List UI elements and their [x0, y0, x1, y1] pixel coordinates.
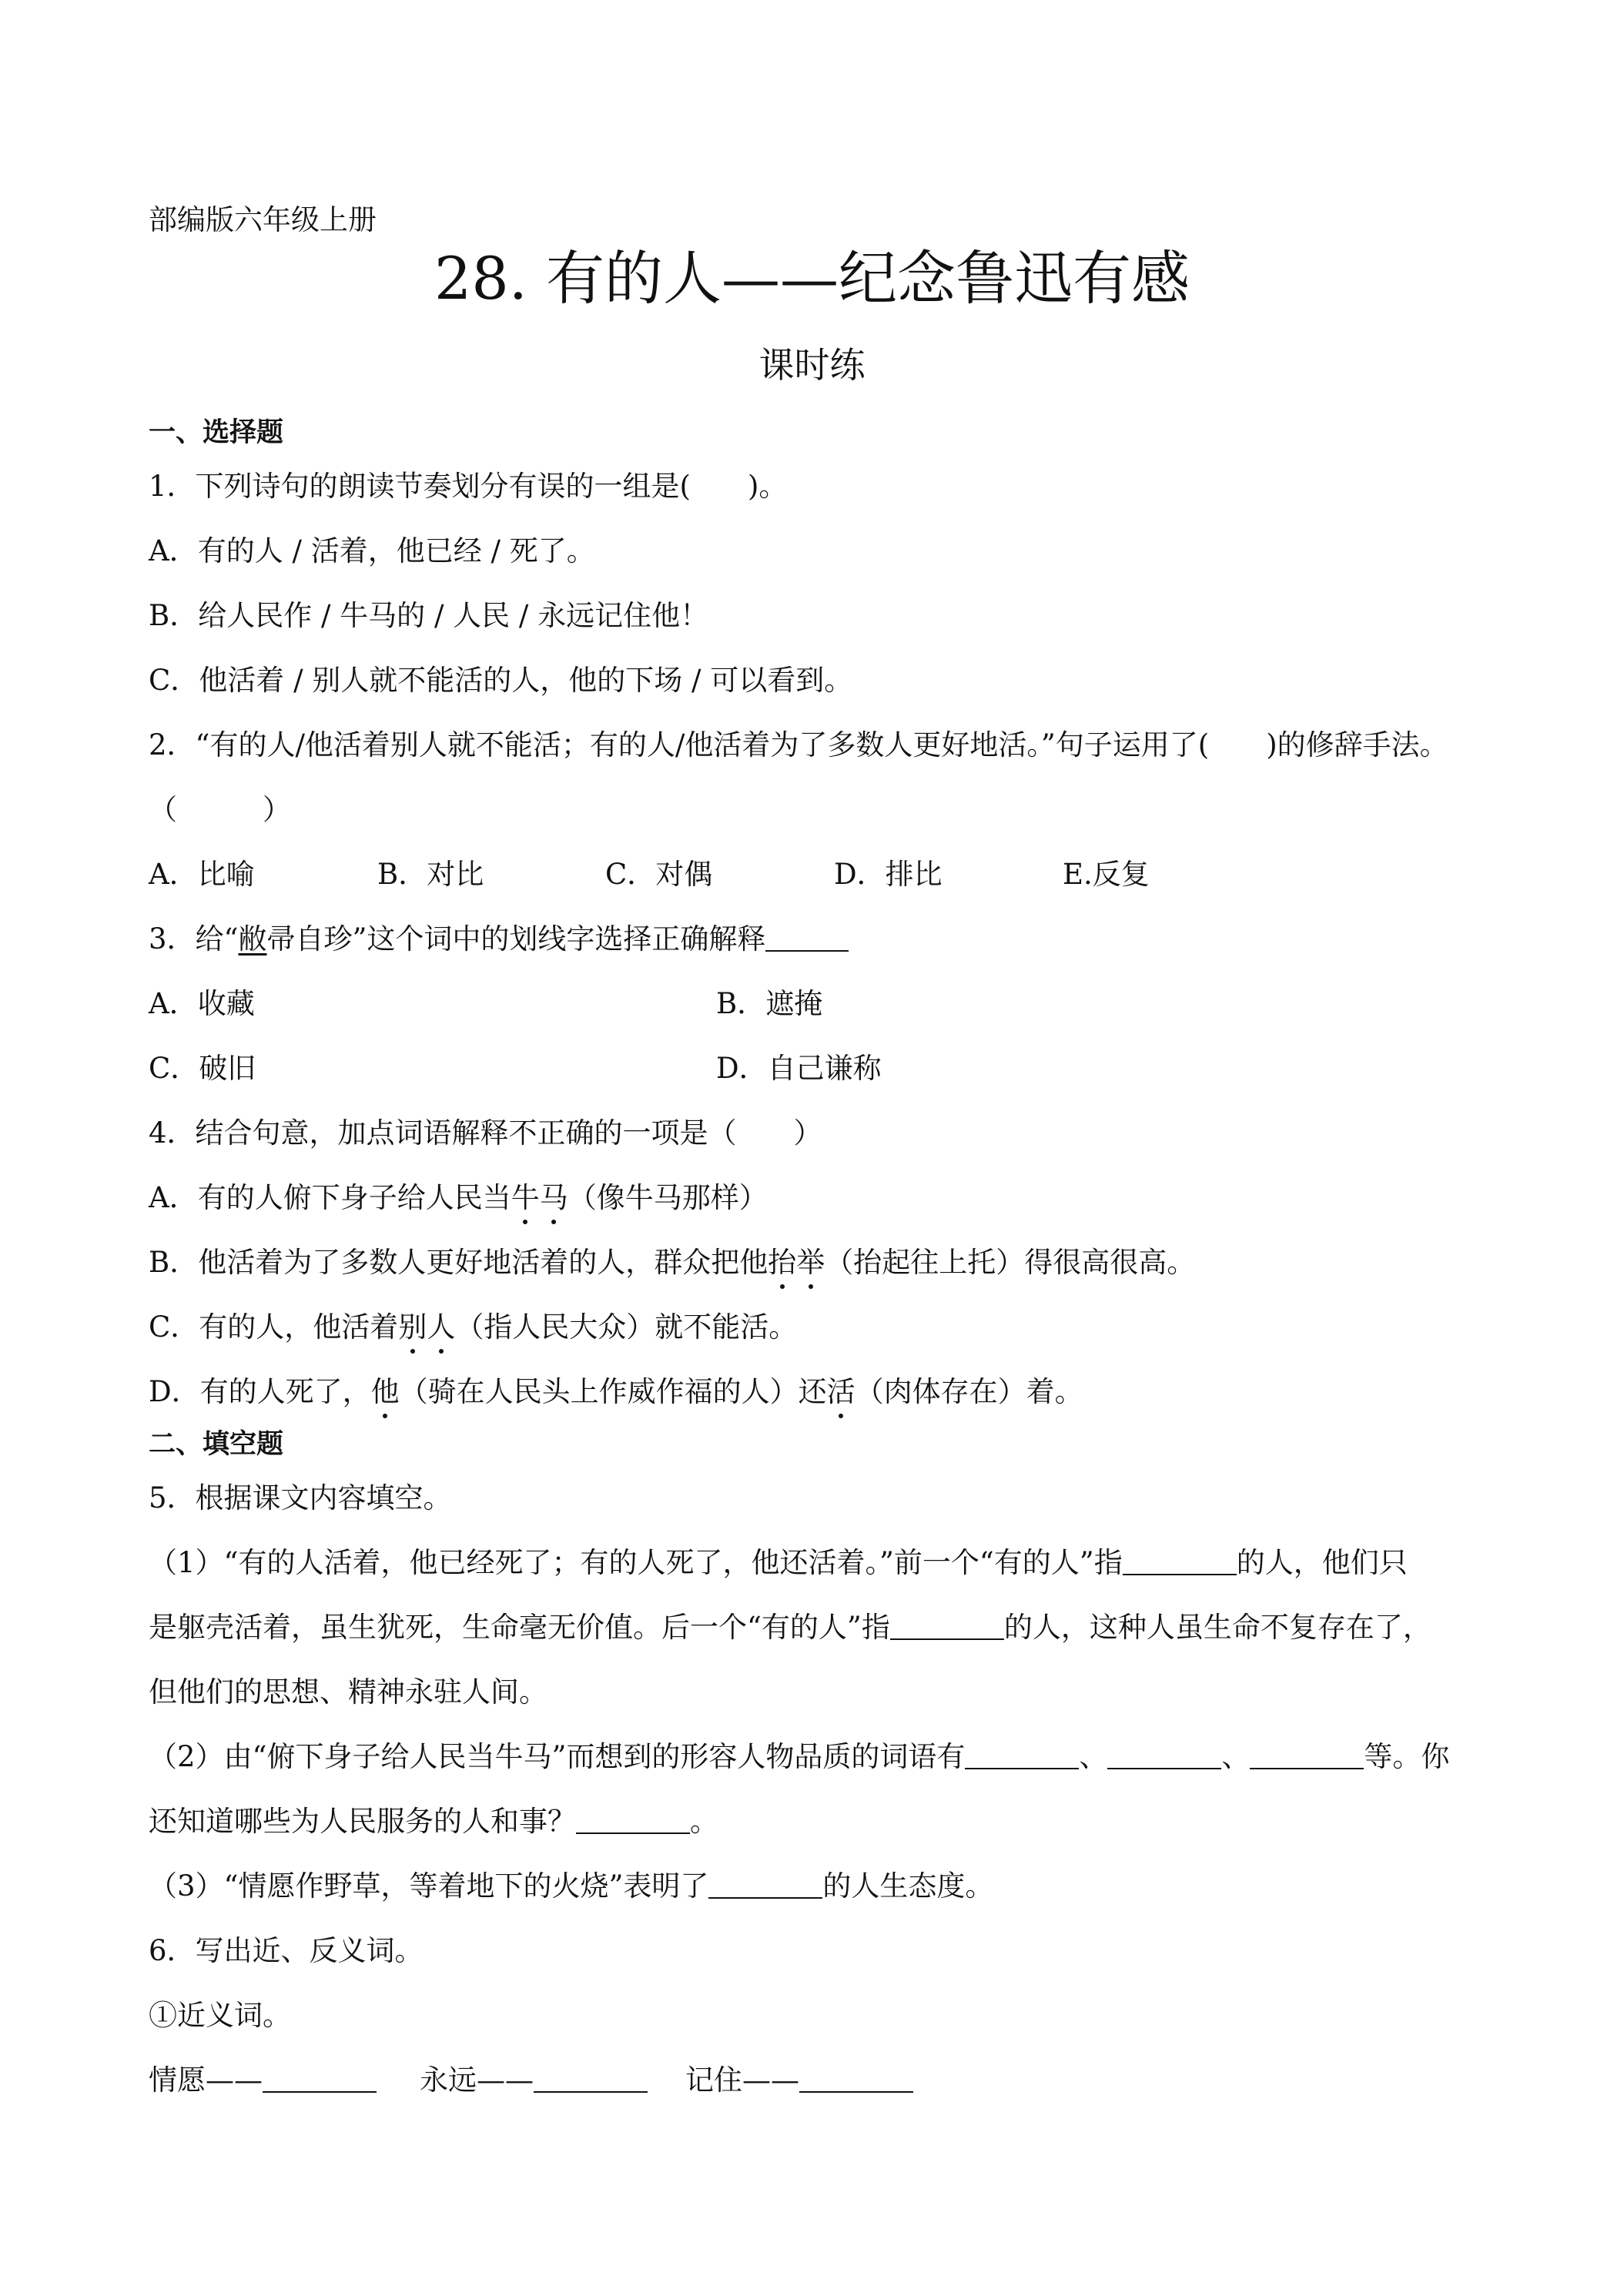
page-title: 28. 有的人——纪念鲁迅有感: [434, 244, 1190, 313]
question-4-option-a: A．有的人俯下身子给人民当牛马（像牛马那样）: [149, 1180, 768, 1217]
question-2-answer-paren: （ ）: [149, 793, 291, 826]
dotted-character: 人: [427, 1309, 455, 1346]
question-4-option-c: C．有的人，他活着别人（指人民大众）就不能活。: [149, 1309, 797, 1346]
answer-blank[interactable]: [1107, 1740, 1221, 1769]
question-5-part3: （3）“情愿作野草，等着地下的火烧”表明了 的人生态度。: [149, 1869, 994, 1903]
dotted-character: 举: [796, 1244, 825, 1281]
question-2-option-c: C．对偶: [605, 858, 713, 891]
question-5-part1-line2: 是躯壳活着，虽生犹死，生命毫无价值。后一个“有的人”指 的人，这种人虽生命不复存在了，: [149, 1611, 1431, 1644]
answer-blank[interactable]: [708, 1869, 822, 1899]
answer-blank[interactable]: [1250, 1740, 1364, 1769]
question-2-option-a: A．比喻: [149, 858, 255, 891]
question-2-option-e: E.反复: [1063, 858, 1150, 891]
answer-blank[interactable]: [765, 922, 849, 952]
question-2-option-b: B．对比: [377, 858, 484, 891]
question-5-part1-line3: 但他们的思想、精神永驻人间。: [149, 1675, 547, 1709]
question-1-option-b: B．给人民作 / 牛马的 / 人民 / 永远记住他！: [149, 599, 709, 632]
question-6-stem: 6．写出近、反义词。: [149, 1934, 424, 1967]
answer-blank[interactable]: [965, 1740, 1079, 1769]
question-4-stem: 4．结合句意，加点词语解释不正确的一项是（ ）: [149, 1116, 822, 1150]
question-3-option-a: A．收藏: [149, 987, 255, 1020]
question-5-part2-line2: 还知道哪些为人民服务的人和事？ 。: [149, 1805, 718, 1838]
question-2-option-d: D．排比: [834, 858, 943, 891]
section-heading-fill: 二、填空题: [149, 1429, 284, 1460]
dotted-character: 他: [371, 1374, 400, 1411]
question-3-option-b: B．遮掩: [716, 987, 823, 1020]
answer-blank[interactable]: [890, 1611, 1004, 1640]
question-4-option-b: B．他活着为了多数人更好地活着的人，群众把他抬举（抬起往上托）得很高很高。: [149, 1244, 1195, 1281]
question-3-option-d: D．自己谦称: [716, 1052, 882, 1085]
answer-blank[interactable]: [1123, 1546, 1237, 1575]
synonym-item-3: 记住——: [685, 2062, 913, 2099]
synonym-item-1: 情愿——: [149, 2062, 377, 2099]
answer-blank[interactable]: [576, 1805, 690, 1834]
question-5-stem: 5．根据课文内容填空。: [149, 1481, 452, 1514]
dotted-character: 活: [827, 1374, 856, 1411]
dotted-character: 马: [540, 1180, 568, 1217]
answer-blank[interactable]: [799, 2063, 913, 2093]
dotted-character: 抬: [768, 1244, 796, 1281]
question-3-option-c: C．破旧: [149, 1052, 256, 1085]
dotted-character: 别: [398, 1309, 427, 1346]
question-1-option-a: A．有的人 / 活着，他已经 / 死了。: [149, 534, 595, 567]
dotted-character: 牛: [511, 1180, 540, 1217]
question-1-stem: 1．下列诗句的朗读节奏划分有误的一组是( )。: [149, 470, 788, 503]
underlined-character: 敝: [238, 922, 267, 956]
answer-blank[interactable]: [534, 2063, 648, 2093]
section-heading-choice: 一、选择题: [149, 417, 284, 448]
question-5-part1-line1: （1）“有的人活着，他已经死了；有的人死了，他还活着。”前一个“有的人”指 的人，他们只: [149, 1546, 1408, 1579]
synonym-item-2: 永远——: [420, 2062, 648, 2099]
page-subtitle: 课时练: [758, 344, 866, 386]
question-1-option-c: C．他活着 / 别人就不能活的人，他的下场 / 可以看到。: [149, 664, 853, 697]
question-3-stem: 3．给“敝帚自珍”这个词中的划线字选择正确解释: [149, 921, 849, 958]
answer-blank[interactable]: [263, 2063, 377, 2093]
question-4-option-d: D．有的人死了，他（骑在人民头上作威作福的人）还活（肉体存在）着。: [149, 1374, 1083, 1411]
series-label: 部编版六年级上册: [149, 203, 377, 236]
question-5-part2-line1: （2）由“俯下身子给人民当牛马”而想到的形容人物品质的词语有 、 、 等。你: [149, 1740, 1450, 1773]
question-6-subheading: ①近义词。: [149, 1999, 291, 2032]
question-2-stem: 2．“有的人/他活着别人就不能活；有的人/他活着为了多数人更好地活。”句子运用了( )的修辞手法。: [149, 728, 1448, 761]
